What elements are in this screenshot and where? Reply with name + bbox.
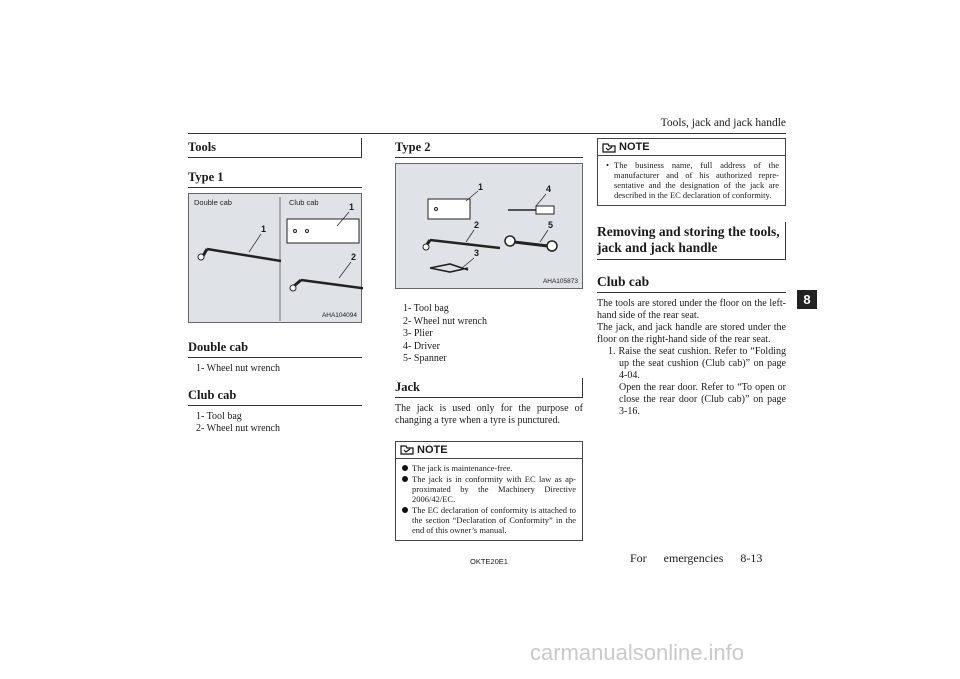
note-body: [598, 156, 785, 205]
column-2: [395, 138, 583, 541]
note-item: The jack is in conformity with EC law as ap-proximated by the Machinery Directive 2006/42/EC.: [402, 474, 576, 504]
list-item: 3- Plier: [403, 328, 433, 339]
figure-code: AHA105873: [542, 278, 578, 285]
jack-note-box: [395, 441, 583, 541]
note-label: NOTE: [619, 141, 650, 153]
type2-tools-drawing: [396, 164, 584, 290]
figure-label-double-cab: Double cab: [194, 198, 232, 207]
list-item: 1- Tool bag: [196, 410, 242, 422]
bullet-icon: [402, 507, 408, 513]
club-cab-heading: Club cab: [188, 386, 362, 406]
note-icon: [602, 142, 616, 153]
callout-1: 1: [261, 224, 267, 234]
header-rule: [188, 133, 786, 134]
jack-paragraph: The jack is used only for the purpose of changing a tyre when a tyre is punctured.: [395, 402, 583, 426]
note-item: The EC declaration of conformity is attached to the section “Declaration of Conformity” in the end of this owner’s manual.: [402, 505, 576, 535]
callout-2: 2: [351, 252, 357, 262]
type2-list: [395, 303, 583, 366]
conformity-note-box: [597, 138, 786, 206]
callout-4: 4: [546, 184, 552, 194]
list-item: 1- Tool bag: [403, 303, 449, 314]
step-1: 1. Raise the seat cushion. Refer to “Folding up the seat cushion (Club cab)” on page 4-04.: [608, 346, 786, 381]
bullet-icon: [402, 476, 408, 482]
double-cab-list: [188, 363, 362, 376]
storage-paragraph-1: The tools are stored under the floor on the left-hand side of the rear seat.: [597, 298, 786, 321]
tools-heading: Tools: [188, 138, 362, 158]
list-item: 4- Driver: [403, 340, 440, 352]
callout-1: 1: [349, 202, 355, 212]
list-item: 1- Wheel nut wrench: [196, 363, 280, 374]
jack-heading: Jack: [395, 378, 583, 398]
club-cab-list: [188, 411, 362, 436]
list-item: 2- Wheel nut wrench: [403, 315, 487, 327]
note-icon: [400, 444, 414, 455]
note-body: [396, 459, 582, 540]
list-item: 5- Spanner: [403, 353, 447, 364]
footer-section: For emergencies 8-13: [630, 551, 763, 565]
note-header: [598, 139, 785, 156]
callout-5: 5: [548, 220, 554, 230]
bullet-icon: •: [606, 160, 609, 170]
callout-2: 2: [474, 220, 480, 230]
page-number: 8-13: [740, 551, 763, 565]
bullet-icon: [402, 465, 408, 471]
note-label: NOTE: [417, 443, 448, 456]
note-item: The jack is maintenance-free.: [402, 463, 576, 473]
note-item: • The business name, full address of the manufacturer and of his authorized repre-sentative and the designation of the jack are described in the EC declaration of conformity.: [606, 160, 779, 200]
double-cab-heading: Double cab: [188, 338, 362, 358]
step-1-sub: Open the rear door. Refer to “To open or close the rear door (Club cab)” on page 3-16.: [619, 382, 786, 417]
type2-figure: [395, 163, 583, 289]
figure-code: AHA104094: [321, 312, 357, 319]
type1-heading: Type 1: [188, 168, 362, 188]
storage-paragraph-2: The jack, and jack handle are stored under the floor on the right-hand side of the rear seat.: [597, 322, 786, 345]
callout-3: 3: [474, 248, 480, 258]
removing-storing-heading: Removing and storing the tools, jack and jack handle: [597, 222, 786, 260]
type2-heading: Type 2: [395, 138, 583, 158]
figure-label-club-cab: Club cab: [289, 198, 319, 207]
type1-figure: [188, 193, 362, 323]
running-head: Tools, jack and jack handle: [660, 117, 786, 129]
chapter-tab: 8: [797, 290, 817, 309]
callout-1: 1: [478, 182, 484, 192]
list-item: 2- Wheel nut wrench: [196, 423, 280, 434]
column-3: [597, 138, 786, 418]
watermark: carmanualsonline.info: [530, 640, 745, 665]
club-cab-heading: Club cab: [597, 272, 786, 293]
type1-tools-drawing: [189, 194, 363, 324]
note-header: [396, 442, 582, 459]
column-1: [188, 138, 362, 436]
footer-code: OKTE20E1: [470, 557, 508, 566]
